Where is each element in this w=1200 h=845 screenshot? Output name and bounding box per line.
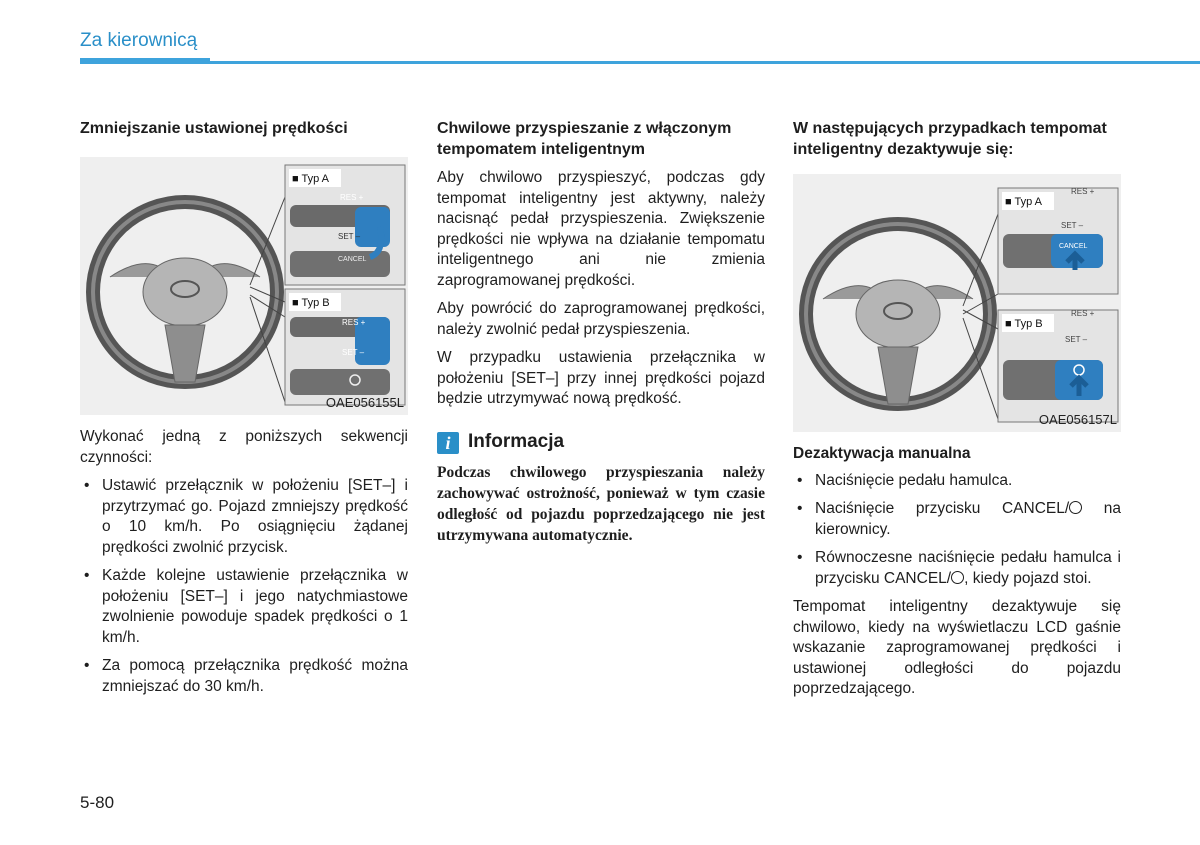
decrease-speed-list [80, 476, 408, 697]
set-label-a: SET – [338, 232, 361, 241]
list-item: • Równoczesne naciśnięcie pedału hamulca i przycisku CANCEL/ , kiedy pojazd stoi. [797, 549, 1121, 587]
paragraph: Aby powrócić do zaprogramowanej prędkości, należy zwolnić pedał przyspieszenia. [437, 300, 765, 338]
header-rule [80, 61, 1200, 64]
info-box [437, 432, 765, 546]
steering-wheel-figure-2 [793, 174, 1121, 432]
res-label-b: RES + [1071, 309, 1095, 318]
type-a-label: ■ Typ A [1005, 196, 1043, 208]
section-heading-deactivation: W następujących przypadkach tempomat inteligentny dezaktywuje się: [793, 120, 1107, 158]
cancel-label-a: CANCEL [338, 256, 367, 263]
subheading-manual-deactivation: Dezaktywacja manualna [793, 445, 971, 462]
paragraph: Aby chwilowo przyspieszyć, podczas gdy tempomat inteligentny jest aktywny, należy nacisnąć pedał przyspieszenia. Zwiększenie prędkości nie wpływa na działanie tempomatu inteligentnego ani nie zmienia zaprogramowanej prędkości. [437, 169, 765, 289]
intro-text: Wykonać jedną z poniższych sekwencji czynności: [80, 428, 408, 466]
header-tab-accent [80, 58, 210, 64]
list-item: • Naciśnięcie pedału hamulca. [797, 471, 1013, 489]
res-label-a: RES + [340, 193, 364, 202]
section-heading-temporary-acceleration: Chwilowe przyspieszanie z włączonym tempomatem inteligentnym [437, 120, 732, 158]
list-item: • Naciśnięcie przycisku CANCEL/ na kierownicy. [797, 500, 1121, 538]
column-middle [437, 118, 765, 546]
deactivation-list [793, 471, 1121, 590]
column-left [80, 118, 408, 705]
set-label-b: SET – [342, 348, 365, 357]
set-label-b: SET – [1065, 335, 1088, 344]
list-item-text: Za pomocą przełącznika prędkość można zmniejszać do 30 km/h. [102, 657, 408, 695]
list-item-text: Równoczesne naciśnięcie pedału hamulca i przycisku CANCEL/ [815, 549, 1121, 587]
section-heading-decrease-speed: Zmniejszanie ustawionej prędkości [80, 120, 348, 137]
res-label-b: RES + [342, 318, 366, 327]
list-item: • Za pomocą przełącznika prędkość można zmniejszać do 30 km/h. [84, 657, 408, 695]
type-b-label: ■ Typ B [1005, 318, 1043, 330]
type-b-label: ■ Typ B [292, 297, 330, 309]
paragraph: W przypadku ustawienia przełącznika w położeniu [SET–] przy innej prędkości pojazd będzie utrzymywać nową prędkość. [437, 349, 765, 407]
list-item: • Każde kolejne ustawienie przełącznika w położeniu [SET–] i jego natychmiastowe zwolnienie powoduje spadek prędkości o 1 km/h. [84, 567, 408, 646]
list-item-text: Naciśnięcie pedału hamulca. [815, 471, 1013, 489]
list-item-text: Ustawić przełącznik w położeniu [SET–] i przytrzymać go. Pojazd zmniejszy prędkość o 10 km/h. Po osiągnięciu żądanej prędkości zwolnić przycisk. [102, 477, 408, 556]
cancel-circle-icon [1069, 501, 1082, 514]
info-icon: i [437, 432, 459, 454]
page-number: 5-80 [80, 793, 115, 812]
info-text: Podczas chwilowego przyspieszania należy zachowywać ostrożność, ponieważ w tym czasie odległość od pojazdu poprzedzającego nie jest utrzymywana automatycznie. [437, 463, 765, 544]
info-header [437, 432, 765, 454]
type-a-label: ■ Typ A [292, 173, 330, 185]
list-item-text: Każde kolejne ustawienie przełącznika w położeniu [SET–] i jego natychmiastowe zwolnienie powoduje spadek prędkości o 1 km/h. [102, 567, 408, 646]
cancel-circle-icon [951, 571, 964, 584]
list-item-text: , kiedy pojazd stoi. [964, 569, 1092, 587]
list-item-text: Naciśnięcie przycisku CANCEL/ [815, 500, 1070, 517]
list-item-text: na kierownicy. [815, 500, 1121, 538]
section-header: Za kierownicą [80, 30, 198, 51]
column-right [793, 118, 1121, 708]
steering-wheel-illustration [793, 174, 1121, 432]
steering-wheel-illustration [80, 157, 408, 415]
closing-paragraph: Tempomat inteligentny dezaktywuje się chwilowo, kiedy na wyświetlaczu LCD gaśnie wskazanie zaprogramowanej prędkości i ustawionej odległości do pojazdu poprzedzającego. [793, 598, 1121, 697]
cancel-label-a: CANCEL [1059, 243, 1088, 250]
list-item: • Ustawić przełącznik w położeniu [SET–] i przytrzymać go. Pojazd zmniejszy prędkość o 10 km/h. Po osiągnięciu żądanej prędkości zwolnić przycisk. [84, 477, 408, 556]
steering-wheel-figure-1 [80, 157, 408, 415]
set-label-a: SET – [1061, 221, 1084, 230]
figure-code: OAE056155L [325, 394, 404, 410]
info-title: Informacja [468, 431, 565, 453]
res-label-a: RES + [1071, 187, 1095, 196]
figure-code: OAE056157L [1038, 411, 1117, 427]
